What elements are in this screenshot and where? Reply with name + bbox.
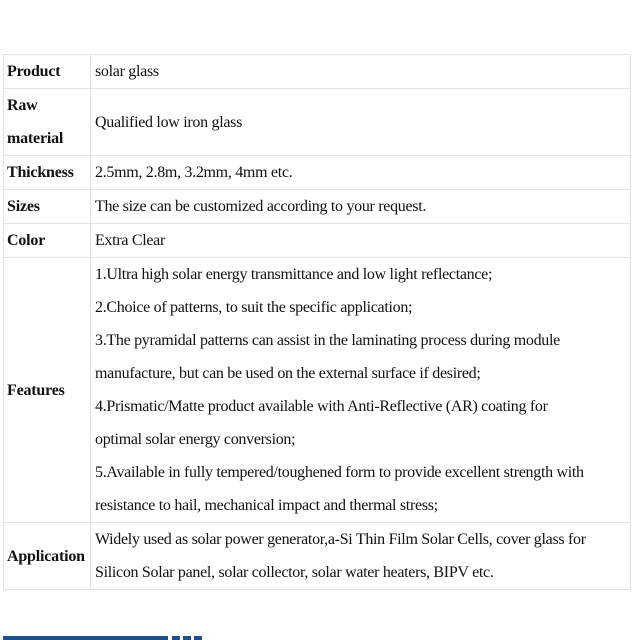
table-row-sizes (4, 190, 631, 224)
table-row-application (4, 523, 631, 590)
row-value-sizes (91, 190, 631, 224)
row-value-application (91, 523, 631, 590)
row-label-thickness: Thickness (4, 156, 91, 190)
value-line: 4.Prismatic/Matte product available with Anti-Reflective (AR) coating for (95, 398, 548, 415)
table-row-color (4, 224, 631, 258)
value-line: manufacture, but can be used on the external surface if desired; (95, 365, 481, 382)
table-row-thickness (4, 156, 631, 190)
value-line: 2.5mm, 2.8m, 3.2mm, 4mm etc. (95, 164, 293, 181)
row-value-color (91, 224, 631, 258)
value-line: Widely used as solar power generator,a-Si Thin Film Solar Cells, cover glass for (95, 531, 586, 548)
divider-dash (172, 636, 180, 640)
row-label-color: Color (4, 224, 91, 258)
table-row-features (4, 258, 631, 523)
row-label-features: Features (4, 258, 91, 523)
divider-dash (183, 636, 191, 640)
value-line: resistance to hail, mechanical impact and thermal stress; (95, 497, 438, 514)
table-row-product (4, 55, 631, 89)
label-line: Raw (7, 97, 38, 114)
value-line: Extra Clear (95, 232, 165, 249)
row-label-application: Application (4, 523, 91, 590)
label-line: material (7, 130, 64, 147)
row-value-thickness (91, 156, 631, 190)
row-label-product: Product (4, 55, 91, 89)
value-line: 3.The pyramidal patterns can assist in the laminating process during module (95, 332, 560, 349)
divider-dash (194, 636, 202, 640)
row-value-product (91, 55, 631, 89)
value-line: solar glass (95, 63, 159, 80)
value-line: optimal solar energy conversion; (95, 431, 296, 448)
value-line: The size can be customized according to your request. (95, 198, 427, 215)
value-line: Qualified low iron glass (95, 113, 242, 131)
bottom-divider-dashes (172, 636, 202, 640)
value-line: 5.Available in fully tempered/toughened form to provide excellent strength with (95, 464, 584, 481)
value-line: 2.Choice of patterns, to suit the specific application; (95, 299, 413, 316)
row-value-raw-material (91, 89, 631, 156)
row-label-sizes: Sizes (4, 190, 91, 224)
row-label-raw-material (4, 89, 91, 156)
bottom-divider-bar (3, 636, 168, 640)
product-spec-table (3, 54, 631, 590)
row-value-features (91, 258, 631, 523)
table-row-raw-material (4, 89, 631, 156)
value-line: Silicon Solar panel, solar collector, solar water heaters, BIPV etc. (95, 564, 494, 581)
value-line: 1.Ultra high solar energy transmittance and low light reflectance; (95, 266, 493, 283)
